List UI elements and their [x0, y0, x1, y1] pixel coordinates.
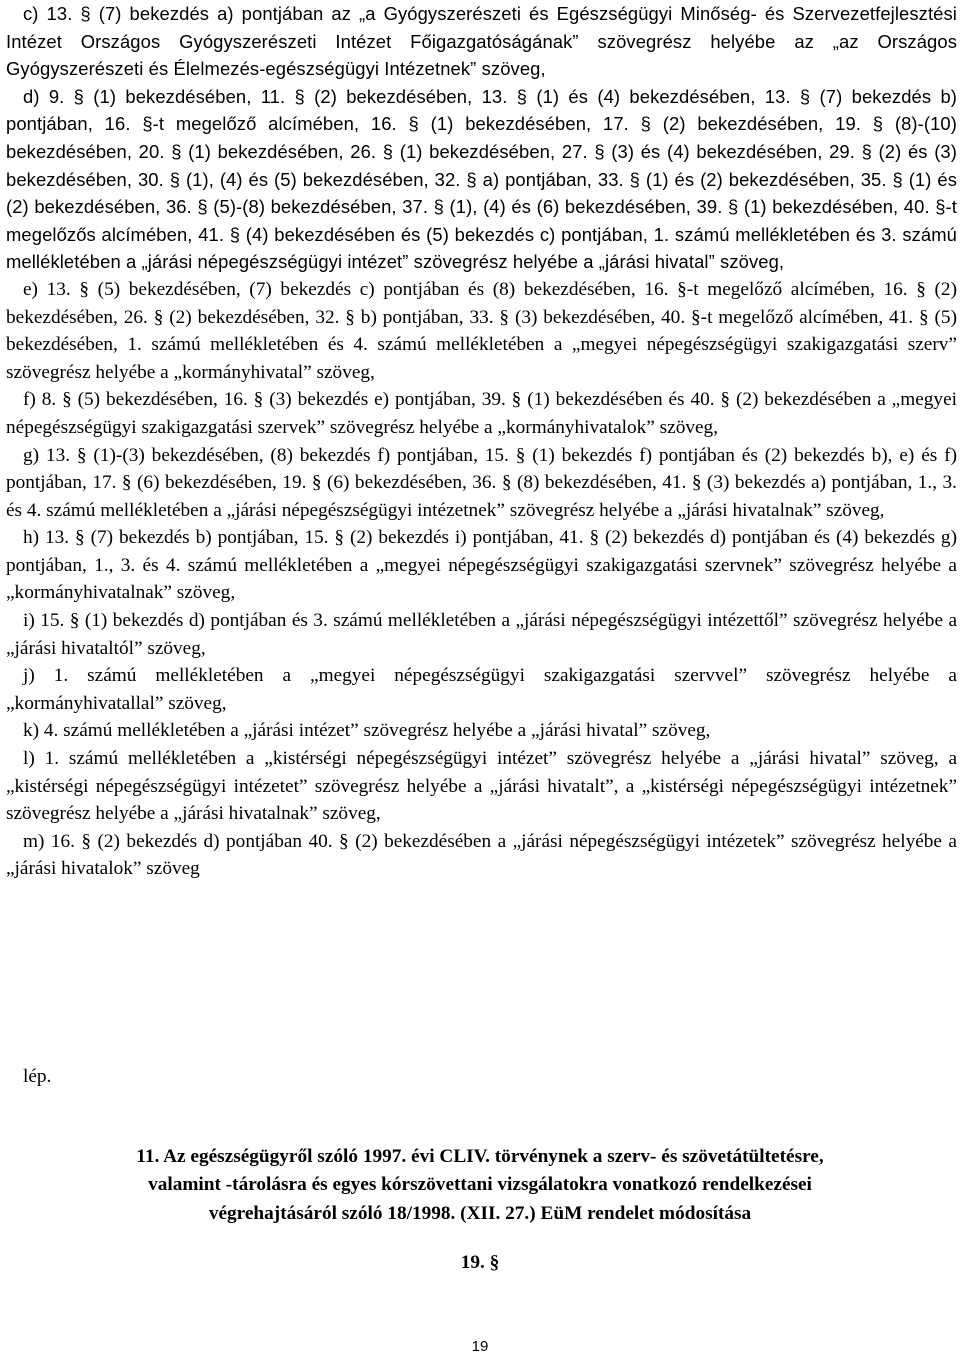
page-number: 19 — [471, 1338, 489, 1355]
amendment-item-l: l) 1. számú mellékletében a „kistérségi népegészségügyi intézet” szövegrész helyébe a „járási hivatal” szöveg, a „kistérségi népegészségügyi intézetet” szövegrész helyébe a „járási hivatalt”, a „kistérségi népegészségügyi intézetnek” szövegrész helyébe a „járási hivatalnak” szöveg, — [6, 748, 957, 825]
document-body — [6, 0, 957, 883]
amendment-item-m: m) 16. § (2) bekezdés d) pontjában 40. § (2) bekezdésében a „járási népegészségügyi intézetek” szövegrész helyébe a „járási hivatalok” szöveg — [6, 830, 957, 880]
section-heading-line-1: 11. Az egészségügyről szóló 1997. évi CLIV. törvénynek a szerv- és szövetátültetésre, — [136, 1146, 824, 1167]
amendment-item-f: f) 8. § (5) bekezdésében, 16. § (3) bekezdés e) pontjában, 39. § (1) bekezdésében és 40. § (2) bekezdésében a „megyei népegészségügyi szakigazgatási szervek” szövegrész helyébe a „kormányhivatalok” szöveg, — [6, 389, 957, 438]
section-heading — [0, 1143, 960, 1228]
section-heading-line-3: végrehajtásáról szóló 18/1998. (XII. 27.) EüM rendelet módosítása — [208, 1202, 752, 1224]
amendment-item-j: j) 1. számú mellékletében a „megyei népegészségügyi szakigazgatási szervvel” szövegrész helyébe a „kormányhivatallal” szöveg, — [6, 665, 957, 714]
amendment-item-d: d) 9. § (1) bekezdésében, 11. § (2) bekezdésében, 13. § (1) és (4) bekezdésében, 13. § (7) bekezdés b) pontjában, 16. §-t megelőző alcímében, 16. § (1) bekezdésében, 17. § (2) bekezdésében, 19. § (8)-(10) bekezdésében, 20. § (1) bekezdésében, 26. § (1) bekezdésében, 27. § (3) és (4) bekezdésében, 29. § (2) és (3) bekezdésében, 30. § (1), (4) és (5) bekezdésében, 32. § a) pontjában, 33. § (1) és (2) bekezdésében, 35. § (1) és (2) bekezdésében, 36. § (5)-(8) bekezdésében, 37. § (1), (4) és (6) bekezdésében, 39. § (1) bekezdésében, 40. §-t megelőzős alcímében, 41. § (4) bekezdésében és (5) bekezdés c) pontjában, 1. számú mellékletében és 3. számú mellékletében a „járási népegészségügyi intézet” szövegrész helyébe a „járási hivatal” szöveg, — [6, 85, 957, 273]
amendment-item-i: i) 15. § (1) bekezdés d) pontjában és 3. számú mellékletében a „járási népegészségügyi intézettől” szövegrész helyébe a „járási hivataltól” szöveg, — [6, 610, 957, 659]
section-heading-line-2: valamint -tárolásra és egyes kórszövettani vizsgálatokra vonatkozó rendelkezései — [148, 1174, 812, 1196]
amendment-item-k: k) 4. számú mellékletében a „járási intézet” szövegrész helyébe a „járási hivatal” szöveg, — [23, 720, 711, 742]
amendment-item-g: g) 13. § (1)-(3) bekezdésében, (8) bekezdés f) pontjában, 15. § (1) bekezdés f) pontjában és (2) bekezdés b), e) és f) pontjában, 17. § (6) bekezdésében, 19. § (6) bekezdésében, 36. § (8) bekezdésében, 41. § (3) bekezdés a) pontjában, 1., 3. és 4. számú mellékletében a „járási népegészségügyi intézetnek” szövegrész helyébe a „járási hivatalnak” szöveg, — [6, 444, 957, 521]
amendment-item-e: e) 13. § (5) bekezdésében, (7) bekezdés c) pontjában és (8) bekezdésében, 16. §-t megelőző alcímében, 16. § (2) bekezdésében, 26. § (2) bekezdésében, 32. § b) pontjában, 33. § (3) bekezdésében, 40. §-t megelőző alcímében, 41. § (5) bekezdésében, 1. számú mellékletében és 4. számú mellékletében a „megyei népegészségügyi szakigazgatási szerv” szövegrész helyébe a „kormányhivatal” szöveg, — [6, 278, 957, 383]
amendment-item-c: c) 13. § (7) bekezdés a) pontjában az „a Gyógyszerészeti és Egészségügyi Minőség- és Szervezetfejlesztési Intézet Országos Gyógyszerészeti Intézet Főigazgatóságának” szövegrész helyébe az „az Országos Gyógyszerészeti és Élelmezés-egészségügyi Intézetnek” szöveg, — [6, 3, 957, 80]
closing-word: lép. — [23, 1066, 52, 1087]
amendment-item-h: h) 13. § (7) bekezdés b) pontjában, 15. § (2) bekezdés i) pontjában, 41. § (2) bekezdés d) pontjában és (4) bekezdés g) pontjában, 1., 3. és 4. számú mellékletében a „megyei népegészségügyi szakigazgatási szervnek” szövegrész helyébe a „kormányhivatalnak” szöveg, — [6, 527, 957, 604]
section-number: 19. § — [460, 1252, 500, 1273]
